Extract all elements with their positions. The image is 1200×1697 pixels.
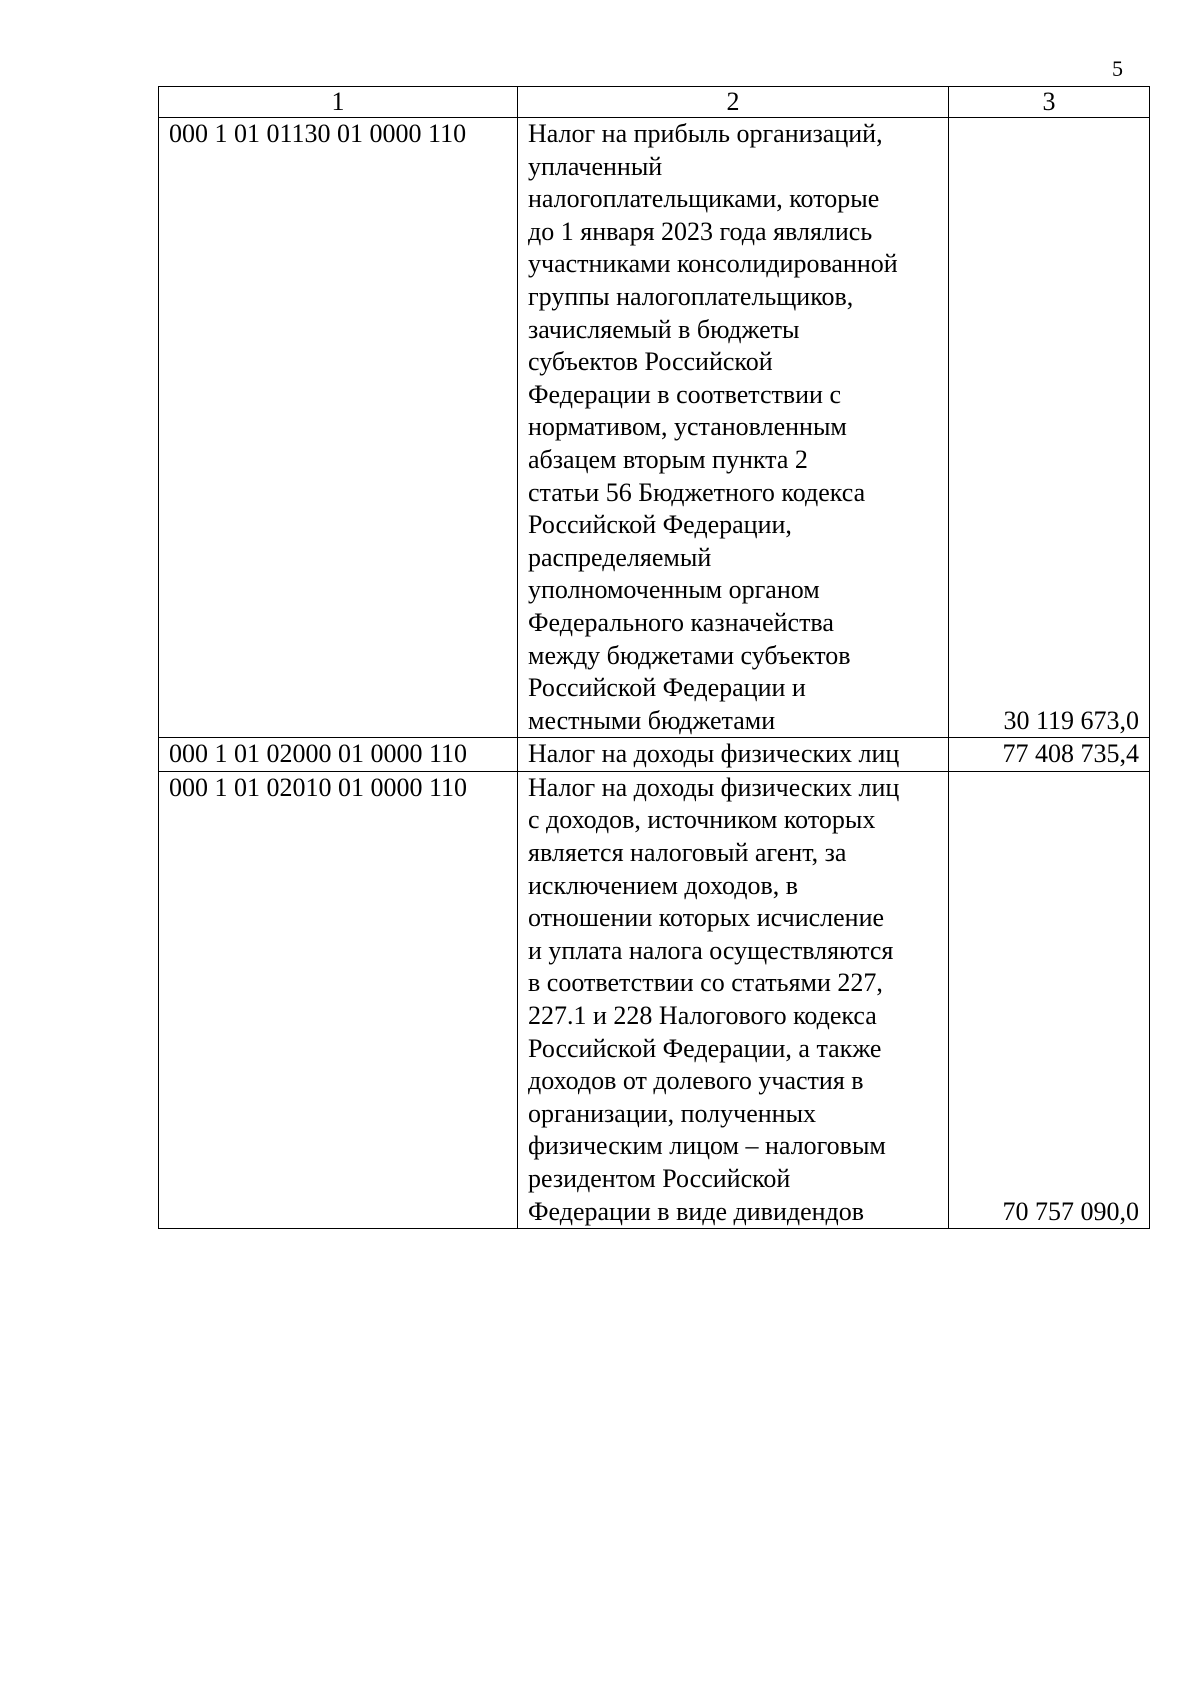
table-header-row: [159, 87, 1150, 118]
description-line: является налоговый агент, за: [528, 838, 847, 868]
description-line: Российской Федерации,: [528, 510, 792, 540]
revenue-description-cell: [518, 118, 949, 738]
description-line: между бюджетами субъектов: [528, 640, 851, 670]
description-line: отношении которых исчисление: [528, 903, 885, 933]
budget-revenue-table: [158, 86, 1150, 1229]
description-line: уплаченный: [528, 151, 663, 181]
description-line: исключением доходов, в: [528, 870, 799, 900]
description-line: Налог на доходы физических лиц: [528, 739, 900, 769]
description-line: статьи 56 Бюджетного кодекса: [528, 477, 866, 507]
description-line: налогоплательщиками, которые: [528, 184, 880, 214]
amount-cell: 70 757 090,0: [949, 771, 1150, 1228]
description-line: группы налогоплательщиков,: [528, 281, 854, 311]
table-row: [159, 738, 1150, 772]
description-line: доходов от долевого участия в: [528, 1066, 864, 1096]
revenue-description-cell: [518, 771, 949, 1228]
description-line: субъектов Российской: [528, 347, 773, 377]
description-line: с доходов, источником которых: [528, 805, 876, 835]
description-line: и уплата налога осуществляются: [528, 935, 894, 965]
column-header-2: 2: [518, 87, 949, 118]
description-line: местными бюджетами: [528, 705, 776, 735]
column-header-1: 1: [159, 87, 518, 118]
description-line: Налог на доходы физических лиц: [528, 772, 900, 802]
table-row: [159, 118, 1150, 738]
description-line: абзацем вторым пункта 2: [528, 444, 808, 474]
amount-cell: 30 119 673,0: [949, 118, 1150, 738]
description-line: организации, полученных: [528, 1098, 817, 1128]
description-line: физическим лицом – налоговым: [528, 1131, 886, 1161]
description-line: участниками консолидированной: [528, 249, 898, 279]
description-line: 227.1 и 228 Налогового кодекса: [528, 1001, 877, 1031]
description-line: Российской Федерации и: [528, 673, 806, 703]
description-line: Федерации в виде дивидендов: [528, 1196, 865, 1226]
column-header-3: 3: [949, 87, 1150, 118]
description-line: в соответствии со статьями 227,: [528, 968, 883, 998]
description-line: уполномоченным органом: [528, 575, 820, 605]
description-line: Федерации в соответствии с: [528, 379, 842, 409]
description-line: зачисляемый в бюджеты: [528, 314, 800, 344]
description-line: резидентом Российской: [528, 1164, 791, 1193]
table-row: [159, 771, 1150, 1228]
amount-cell: 77 408 735,4: [949, 738, 1150, 772]
description-line: нормативом, установленным: [528, 412, 847, 442]
description-line: Российской Федерации, а также: [528, 1033, 882, 1063]
revenue-code-cell: 000 1 01 02010 01 0000 110: [159, 771, 518, 1228]
description-line: до 1 января 2023 года являлись: [528, 216, 873, 246]
description-line: Налог на прибыль организаций,: [528, 119, 883, 148]
description-line: распределяемый: [528, 542, 712, 572]
page-number: 5: [1112, 56, 1123, 81]
revenue-code-cell: 000 1 01 01130 01 0000 110: [159, 118, 518, 738]
description-line: Федерального казначейства: [528, 607, 834, 637]
revenue-description-cell: [518, 738, 949, 772]
revenue-code-cell: 000 1 01 02000 01 0000 110: [159, 738, 518, 772]
